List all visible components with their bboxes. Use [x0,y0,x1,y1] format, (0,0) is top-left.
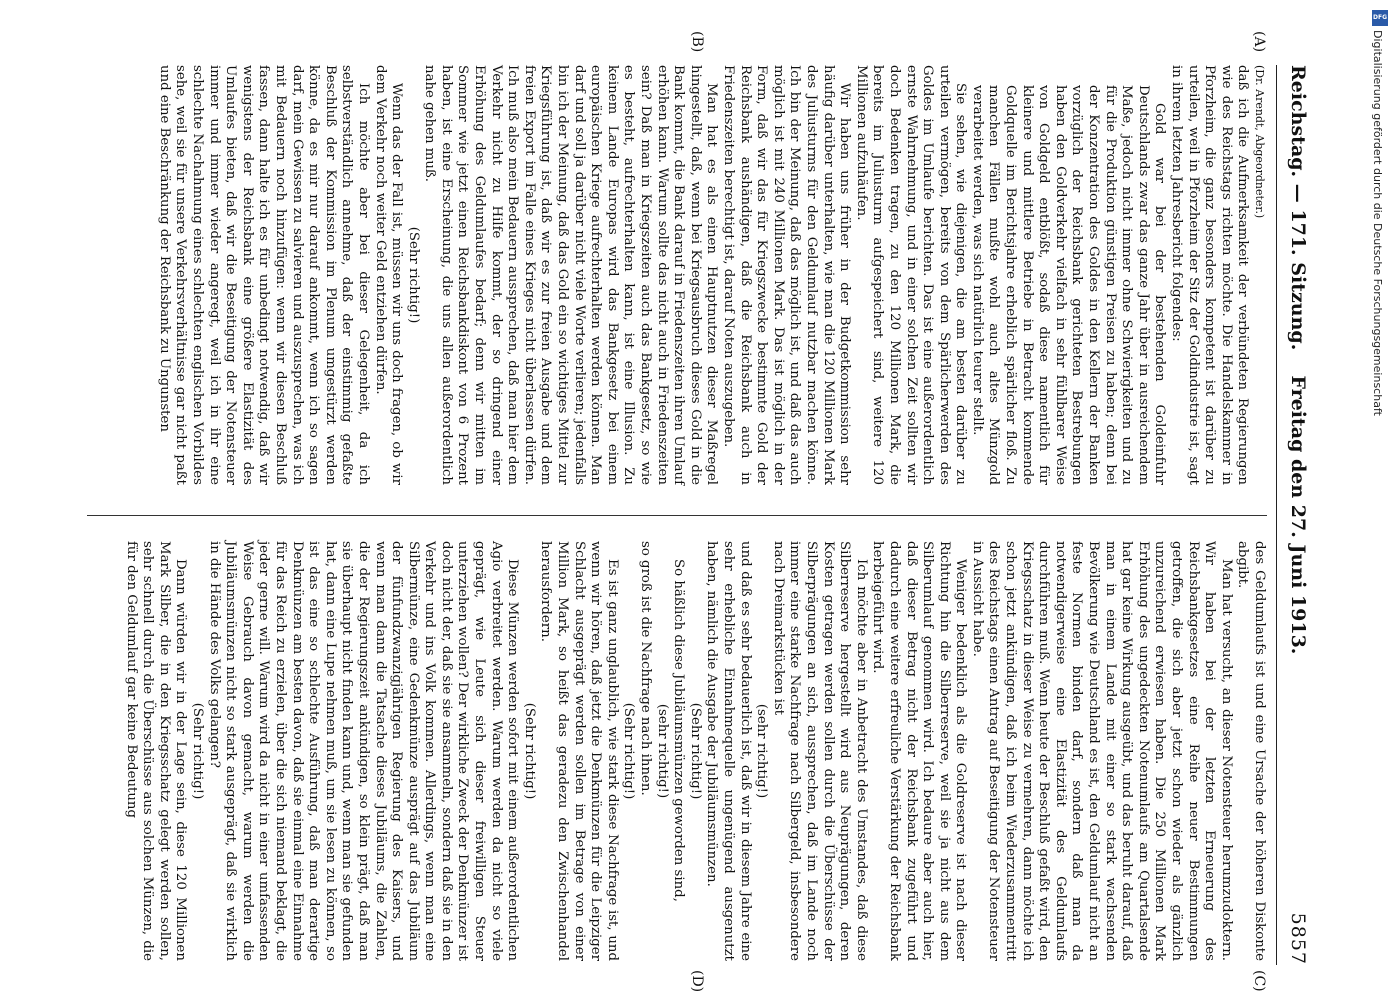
interjection: (Sehr richtig!) [190,702,205,800]
paragraph: Wenn das der Fall ist, müssen wir uns doch fragen, ob wir dem Verkehr noch weiter Geld entziehen dürfen. [372,65,405,485]
interjection: (Sehr richtig!) [405,226,421,324]
interjection: (Sehr richtig!) [687,702,703,800]
paragraph: Ich möchte aber in Anbetracht des Umstandes, daß diese Silberreserve hergestellt wird aus Neuprägungen, deren Kosten getragen werden sollen durch die Überschüsse der Silberprägungen an sich, aussprechen, daß im Lande noch immer eine starke Nachfrage nach Silbergeld, insbesondere nach Dreimarkstücken ist [770,541,869,961]
interjection: (Sehr richtig!) [621,702,637,800]
page-header [1276,65,1315,965]
paragraph: Sie sehen, wie diejenigen, die am besten darüber zu urteilen vermögen, bereits von dem Spärlicherwerden des Goldes im Umlaufe berichten. Das ist eine außerordentlich ernste Wahrnehmung, und in einer solchen Zeit sollten wir doch Bedenken tragen, zu den 120 Millionen Mark, die bereits im Juliusturm aufgespeichert sind, weitere 120 Millionen aufzuhäufen. [853,65,969,485]
paragraph: so groß ist die Nachfrage nach ihnen. [638,541,654,796]
interjection: (sehr richtig!) [654,703,670,799]
header-date: Freitag den 27. Juni 1913. [1287,375,1309,655]
margin-marker-c: (C) [1251,970,1267,992]
column-divider [87,515,1267,516]
text-column-left [87,65,1267,485]
rotated-page [75,31,1315,993]
margin-marker-a: (A) [1251,31,1267,53]
paragraph: Weniger bedenklich als die Goldreserve ist nach dieser Richtung hin die Silberreserve, weil sie ja nicht aus dem Silberumlauf genommen wird. Ich bedaure aber auch hier, daß dieser Betrag nicht der Reichsbank zugeführt und dadurch eine weitere erfreuliche Verstärkung der Reichsbank herbeigeführt wird. [870,541,969,961]
margin-marker-d: (D) [689,970,705,993]
text-column-right [87,541,1267,961]
paragraph: Diese Münzen werden sofort mit einem außerordentlichen Agio verbreitet werden. Warum werden da nicht so viele geprägt, wie Leute sich dieser freiwilligen Steuer unterziehen wollen? Der wirkliche Zweck der Denkmünzer ist doch nicht der, daß sie sie ansammeln, sondern daß sie in den Verkehr und ins Volk kommen. Allerdings, wenn man eine Silbermünze, eine Gedenkmünze ausprägt auf das Jubiläum der fünfundzwanzigjährigen Regierung des Kaisers, und wenn man dann die Tatsache dieses Jubiläums, die Zahlen, die der Regierungszeit ankündigen, so klein prägt, daß man sie überhaupt nicht finden kann und, wenn man sie gefunden hat, dann eine Lupe nehmen muß, um sie lesen zu können, so ist das eine so schlechte Ausführung, daß man derartige Denkmünzen am besten davon, daß sie einmal eine Einnahme für das Reich zu erzielen, über die sich niemand beklagt, die jeder gerne will. Warum wird da nicht in einer umfassenden Weise Gebrauch davon gemacht, warum werden die Jubiläumsmünzen nicht so stark ausgeprägt, daß sie wirklich in die Hände des Volks gelangen? [206,541,521,962]
paragraph: daß ich die Aufmerksamkeit der verbündeten Regierungen wie des Reichstags richten möchte. Die Handelskammer in Pforzheim, die ganz besonders kompetent ist darüber zu urteilen, weil in Pforzheim der Sitz der Goldindustrie ist, sagt in ihrem letzten Jahresbericht folgendes: [1169,65,1251,485]
page-number: 5857 [1287,912,1309,965]
interjection: (sehr richtig!) [754,703,770,799]
paragraph: Man hat es als einen Hauptnutzen dieser Maßregel hingestellt, daß, wenn bei Kriegsausbruch dieses Gold in die Bank kommt, die Bank darauf in Friedenszeiten ihren Umlauf erhöhen kann. Warum sollte das nicht auch in Friedenszeiten sein? Daß man in Kriegszeiten auch das Bankgesetz, so wie es besteht, aufrechterhalten kann, ist eine Illusion. Zu keinem Lande Europas wird das Bankgesetz bei einem europäischen Kriege aufrechterhalten werden können. Man darf und soll ja darüber nicht viele Worte verlieren; jedenfalls bin ich der Meinung, daß das Gold ein so wichtiges Mittel zur Kriegsführung ist, daß wir es zur freien Ausgabe und dem freien Export im Falle eines Krieges nicht überlassen dürfen. Ich muß also mein Bedauern aussprechen, daß man hier dem Verkehr nicht zu Hilfe kommt, der so dringend einer Erhöhung des Geldumlaufes bedarf; denn wir mitten im Sommer wie jetzt einen Reichsbankdiskont von 6 Prozent haben, ist eine Erscheinung, die uns allen außerordentlich nahe gehen muß. [422,65,720,485]
paragraph: und daß es sehr bedauerlich ist, daß wir in diesem Jahre eine sehr erhebliche Einnahmequelle ungenügend ausgenutzt haben, nämlich die Ausgabe der Jubiläumsmünzen. [704,541,753,961]
paragraph: Man hat versucht, an dieser Notensteuer herumzudoktern. Wir haben bei der letzten Erneuerung des Reichsbankgesetzes eine Reihe neuer Bestimmungen getroffen, die sich aber jetzt schon wieder als gänzlich unzureichend erwiesen haben. Die 250 Millionen Mark Erhöhung des ungedeckten Notenumlaufs am Quartalsende hat gar keine Wirkung ausgeübt, und das beruht darauf, daß man in einem Lande mit einer so stark wachsenden Bevölkerung wie Deutschland es ist, den Geldumlauf nicht an feste Normen binden darf, sondern daß man da notwendigerweise eine Elastizität des Geldumlaufs durchführen muß. Wenn heute der Beschluß gefaßt wird, den Kriegsschatz in dieser Weise zu vermehren, dann möchte ich schon jetzt ankündigen, daß ich beim Wiederzusammentritt des Reichstags einen Antrag auf Beseitigung der Notensteuer in Aussicht habe. [969,541,1234,961]
paragraph: So häßlich diese Jubiläumsmünzen geworden sind, [671,559,687,902]
paragraph: Wir haben uns früher in der Budgetkommission sehr häufig darüber unterhalten, wie man die 120 Millionen Mark des Juliusturms für den Geldumlauf nutzbar machen könne. Ich bin der Meinung, daß das möglich ist, und daß das auch möglich ist mit 240 Millionen Mark. Das ist möglich in der Form, daß wir das für Kriegszwecke bestimmte Gold der Reichsbank aushändigen, daß die Reichsbank auch in Friedenszeiten berechtigt ist, darauf Noten auszugeben. [721,65,853,485]
paragraph: des Geldumlaufs ist und eine Ursache der höheren Diskonte abgibt. [1235,541,1267,961]
paragraph: Ich möchte aber bei dieser Gelegenheit, da ich selbstverständlich annehme, daß der einstimmig gefaßte Beschluß der Kommission im Plenum umgestürzt werden könne, da es mir nur darauf ankommt, wenn ich so sagen darf, mein Gewissen zu salvieren und auszusprechen, was ich mit Bedauern noch hinzufügen: wenn wir diesen Beschluß fassen, dann halte ich es für unbedingt notwendig, daß wir wenigstens der Reichsbank eine größere Elastizität des Umlaufes bieten, daß wir die Beseitigung der Notensteuer immer und immer wieder angeregt, weil ich in ihr eine schlechte Nachahmung eines schlechten englischen Vorbildes sehe, weil sie für unsere Verkehrsverhältnisse gar nicht paßt und eine Beschränkung der Reichsbank zu Ungunsten [156,65,371,485]
interjection: (Sehr richtig!) [521,702,537,800]
quote-paragraph: Gold war bei der bestehenden Goldeinfuhr Deutschlands zwar das ganze Jahr über in ausreichendem Maße, jedoch nicht immer ohne Schwierigkeiten und zu für die Produktion günstigen Preisen zu haben; denn bei der Konzentration des Goldes in den Kellern der Banken vorzüglich der Reichsbank gerichteten Bestrebungen haben den Goldverkehr vielfach in sehr fühlbarer Weise von Goldgeld entblößt, sodaß diese namentlich für kleinere und mittlere Betriebe in Betracht kommende Goldquelle im Berichtsjahre erheblich spärlicher floß. Zu manchen Fällen mußte wohl auch altes Münzgold verarbeitet werden, was sich natürlich teurer stellt. [969,85,1168,485]
margin-marker-b: (B) [689,31,705,53]
paragraph: Dann würden wir in der Lage sein, diese 120 Millionen Mark Silber, die in den Kriegsschatz gelegt werden sollen, sehr schnell durch die Überschüsse aus solchen Münzen, die für den Geldumlauf gar keine Bedeutung [123,541,189,961]
header-session: Reichstag. — 171. Sitzung. [1287,65,1309,351]
dfg-logo: DFG [1372,10,1388,26]
speaker-note: (Dr. Arendt, Abgeordneter.) [1253,65,1266,219]
digitization-credit: Digitalisierung gefördert durch die Deutsche Forschungsgemeinschaft [1371,30,1384,416]
paragraph: Es ist ganz unglaublich, wie stark diese Nachfrage ist, und wenn wir hören, daß jetzt die Denkmünzen für die Leipziger Schlacht ausgeprägt werden sollen im Betrage von einer Million Mark, so heißt das geradezu den Zwischenhandel herausfordern. [538,541,620,961]
